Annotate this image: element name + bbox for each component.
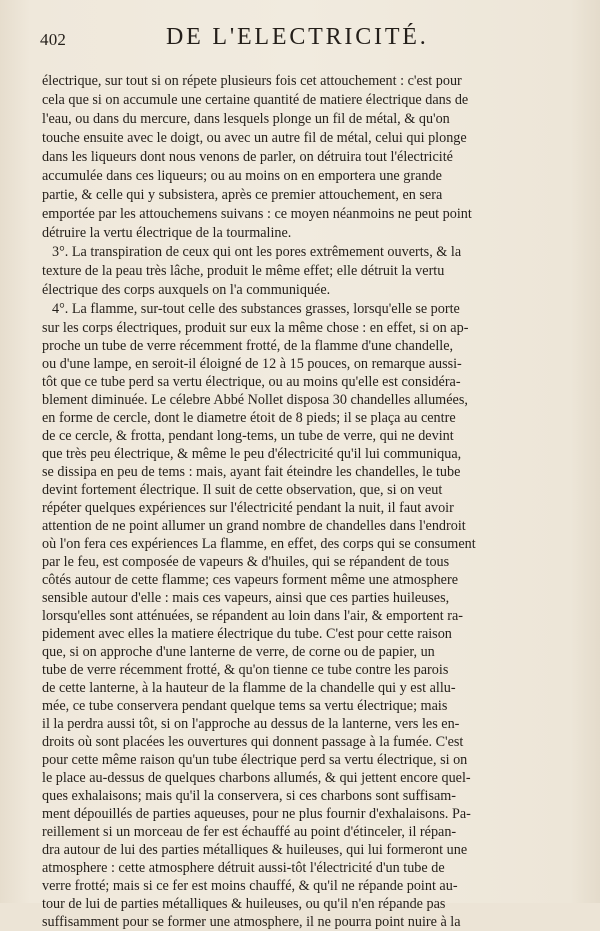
text-line: électrique, sur tout si on répete plusieurs fois cet attouchement : c'est pour [42,73,462,89]
page-number: 402 [40,30,67,49]
text-line: proche un tube de verre récemment frotté, de la flamme d'une chandelle, [42,338,454,354]
text-line: verre frotté; mais si ce fer est moins chauffé, & qu'il ne répande point au- [42,878,458,894]
text-line: dans les liqueurs dont nous venons de parler, on détruira tout l'électricité [42,149,453,165]
text-line: ques exhalaisons; mais qu'il la conservera, si ces charbons sont suffisam- [42,788,457,804]
text-line: ment dépouillés de parties aqueuses, pour ne plus fournir d'exhalaisons. Pa- [42,806,471,822]
text-line: cela que si on accumule une certaine quantité de matiere électrique dans de [42,92,469,108]
text-line: tour de lui de parties métalliques & huileuses, ou qu'il n'en répande pas [42,896,446,912]
text-line: de ce cercle, & frotta, pendant long-tems, un tube de verre, qui ne devint [42,428,454,444]
text-line: reillement si un morceau de fer est échauffé au point d'étinceler, il répan- [42,824,457,840]
paragraph-start: 3°. La transpiration de ceux qui ont les pores extrêmement ouverts, & la [52,244,462,260]
text-block [42,72,554,931]
text-line: que très peu électrique, & même le peu d'électricité qu'il lui communiqua, [42,446,462,462]
text-line: que, si on approche d'une lanterne de verre, de corne ou de papier, un [42,644,435,660]
text-line: suffisamment pour se former une atmosphere, il ne pourra point nuire à la [42,914,461,930]
text-line: partie, & celle qui y subsistera, après ce premier attouchement, en sera [42,187,443,203]
text-line: emportée par les attouchemens suivans : ce moyen néanmoins ne peut point [42,206,472,222]
text-line: ou d'une lampe, en seroit-il éloigné de 12 à 15 pouces, on remarque aussi- [42,356,462,372]
text-line: lorsqu'elles sont atténuées, se répandent au loin dans l'air, & emportent ra- [42,608,463,624]
text-line: mée, ce tube conservera pendant quelque tems sa vertu électrique; mais [42,698,448,714]
text-line: blement diminuée. Le célebre Abbé Nollet disposa 30 chandelles allumées, [42,392,468,408]
text-line: détruire la vertu électrique de la tourmaline. [42,225,292,241]
text-line: de cette lanterne, à la hauteur de la flamme de la chandelle qui y est allu- [42,680,456,696]
running-head: DE L'ELECTRICITÉ. [166,24,429,50]
text-line: tôt que ce tube perd sa vertu électrique, ou au moins qu'elle est considéra- [42,374,461,390]
text-line: l'eau, ou dans du mercure, dans lesquels plonge un fil de métal, & qu'on [42,111,450,127]
text-line: répéter quelques expériences sur l'électricité pendant la nuit, il faut avoir [42,500,454,516]
text-line: sensible autour d'elle : mais ces vapeurs, ainsi que ces parties huileuses, [42,590,450,606]
text-line: le place au-dessus de quelques charbons allumés, & qui jettent encore quel- [42,770,471,786]
text-line: en forme de cercle, dont le diametre étoit de 8 pieds; il se plaça au centre [42,410,456,426]
text-line: se dissipa en peu de tems : mais, ayant fait éteindre les chandelles, le tube [42,464,461,480]
text-line: sur les corps électriques, produit sur eux la même chose : en effet, si on ap- [42,320,469,336]
text-line: pour cette même raison qu'un tube électrique perd sa vertu électrique, si on [42,752,468,768]
text-line: attention de ne point allumer un grand nombre de chandelles dans l'endroit [42,518,466,534]
text-line: électrique des corps auxquels on l'a communiquée. [42,282,331,298]
text-line: devint fortement électrique. Il suit de cette observation, que, si on veut [42,482,443,498]
text-line: atmosphere : cette atmosphere détruit aussi-tôt l'électricité d'un tube de [42,860,445,876]
text-line: droits où sont placées les ouvertures qui donnent passage à la fumée. C'est [42,734,464,750]
text-line: par le feu, est composée de vapeurs & d'huiles, qui se répandent de tous [42,554,450,570]
text-line: dra autour de lui des parties métalliques & huileuses, qui lui formeront une [42,842,468,858]
text-line: côtés autour de cette flamme; ces vapeurs forment même une atmosphere [42,572,458,588]
text-line: pidement avec elles la matiere électrique du tube. C'est pour cette raison [42,626,452,642]
text-line: touche ensuite avec le doigt, ou avec un autre fil de métal, celui qui plonge [42,130,467,146]
text-line: tube de verre récemment frotté, & qu'on tienne ce tube contre les parois [42,662,449,678]
text-line: où l'on fera ces expériences La flamme, en effet, des corps qui se consument [42,536,476,552]
paragraph-start: 4°. La flamme, sur-tout celle des substances grasses, lorsqu'elle se porte [52,301,460,317]
text-line: il la perdra aussi tôt, si on l'approche au dessus de la lanterne, vers les en- [42,716,460,732]
page-header [40,20,560,48]
text-line: texture de la peau très lâche, produit le même effet; elle détruit la vertu [42,263,445,279]
text-line: accumulée dans ces liqueurs; ou au moins on en emportera une grande [42,168,442,184]
